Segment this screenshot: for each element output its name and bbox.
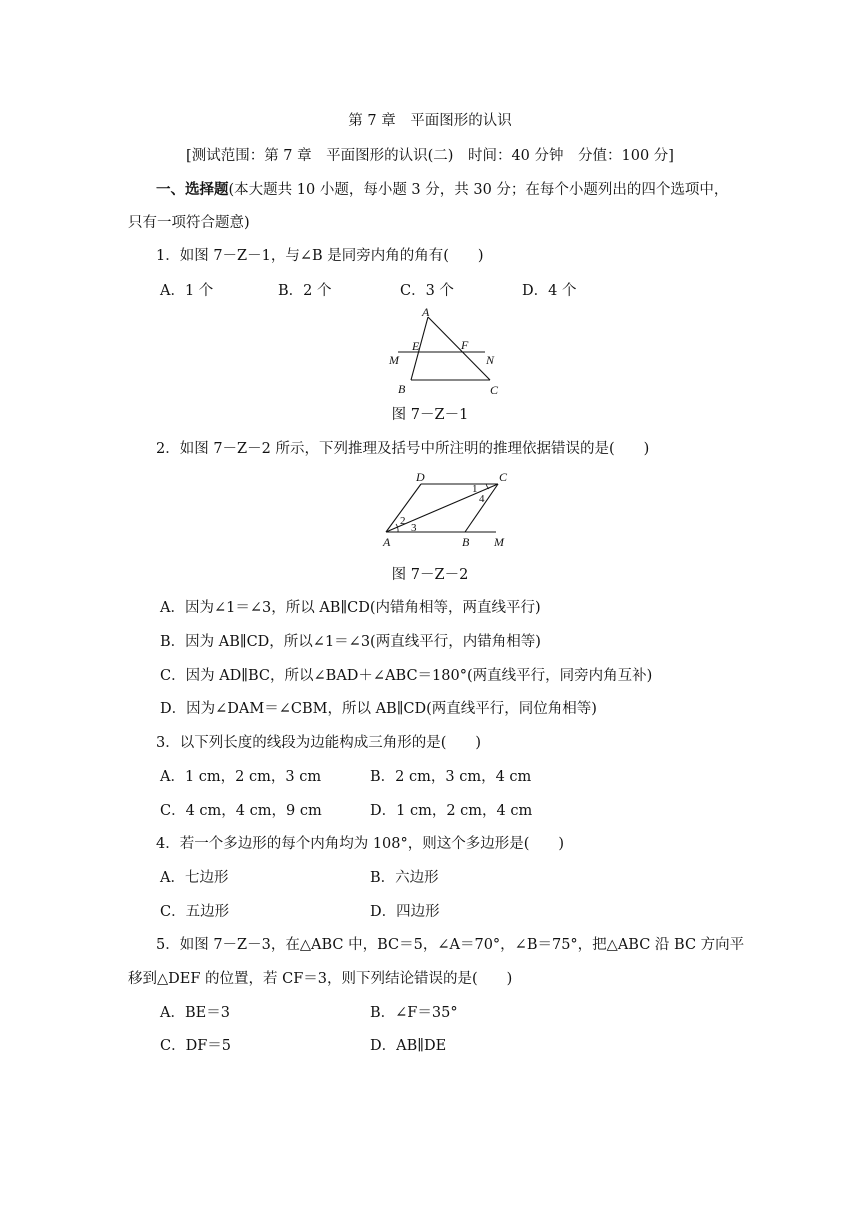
q2-option-b: B．因为 AB∥CD，所以∠1＝∠3(两直线平行，内错角相等) [160,634,541,650]
label-B: B [398,382,406,396]
q4-option-c: C．五边形 [160,904,230,920]
figure-7-z-2-caption: 图 7－Z－2 [391,567,469,583]
q5-stem-1: 5．如图 7－Z－3，在△ABC 中，BC＝5，∠A＝70°，∠B＝75°，把△ABC 沿 BC 方向平 [156,937,745,953]
label-M: M [389,353,399,367]
label-C: C [499,470,508,484]
q5-option-a: A．BE＝3 [160,1005,230,1021]
q1-option-b: B．2 个 [278,283,332,299]
label-M: M [494,535,504,549]
label-4: 4 [479,493,485,505]
q3-option-a: A．1 cm，2 cm，3 cm [160,769,322,785]
label-A: A [383,535,391,549]
section-desc-1: (本大题共 10 小题，每小题 3 分，共 30 分；在每个小题列出的四个选项中， [228,182,729,198]
q1-stem: 1．如图 7－Z－1，与∠B 是同旁内角的角有( ) [156,248,484,264]
label-F: F [461,338,469,352]
q1-option-c: C．3 个 [400,283,454,299]
label-E: E [412,339,420,353]
label-N: N [486,353,495,367]
figure-7-z-1-caption: 图 7－Z－1 [391,407,469,423]
figure-7-z-1 [380,305,510,400]
page-title: 第 7 章 平面图形的认识 [348,113,512,129]
figure-7-z-2 [376,466,526,552]
q3-option-c: C．4 cm，4 cm，9 cm [160,803,322,819]
q3-option-b: B．2 cm，3 cm，4 cm [370,769,532,785]
label-B: B [462,535,470,549]
label-3: 3 [411,522,417,534]
q3-stem: 3．以下列长度的线段为边能构成三角形的是( ) [156,735,482,751]
q4-option-a: A．七边形 [160,870,229,886]
q5-option-d: D．AB∥DE [370,1038,447,1054]
q4-stem: 4．若一个多边形的每个内角均为 108°，则这个多边形是( ) [156,836,565,852]
label-D: D [416,470,425,484]
q1-option-a: A．1 个 [160,283,214,299]
section-desc-2: 只有一项符合题意) [128,215,250,231]
q2-option-a: A．因为∠1＝∠3，所以 AB∥CD(内错角相等，两直线平行) [160,600,541,616]
q4-option-b: B．六边形 [370,870,439,886]
q5-stem-2: 移到△DEF 的位置，若 CF＝3，则下列结论错误的是( ) [128,971,513,987]
test-scope: [测试范围：第 7 章 平面图形的认识(二) 时间：40 分钟 分值：100 分] [186,148,674,164]
q5-option-b: B．∠F＝35° [370,1005,458,1021]
section-header [156,180,728,200]
q5-option-c: C．DF＝5 [160,1038,232,1054]
q3-option-d: D．1 cm，2 cm，4 cm [370,803,533,819]
q4-option-d: D．四边形 [370,904,440,920]
q2-stem: 2．如图 7－Z－2 所示，下列推理及括号中所注明的推理依据错误的是( ) [156,441,650,457]
q2-option-d: D．因为∠DAM＝∠CBM，所以 AB∥CD(两直线平行，同位角相等) [160,701,597,717]
label-1: 1 [472,483,478,495]
label-A: A [422,305,430,319]
q1-option-d: D．4 个 [522,283,577,299]
section-heading: 一、选择题 [156,181,229,198]
label-C: C [490,383,499,397]
q2-option-c: C．因为 AD∥BC，所以∠BAD＋∠ABC＝180°(两直线平行，同旁内角互补) [160,668,653,684]
label-2: 2 [400,515,406,527]
